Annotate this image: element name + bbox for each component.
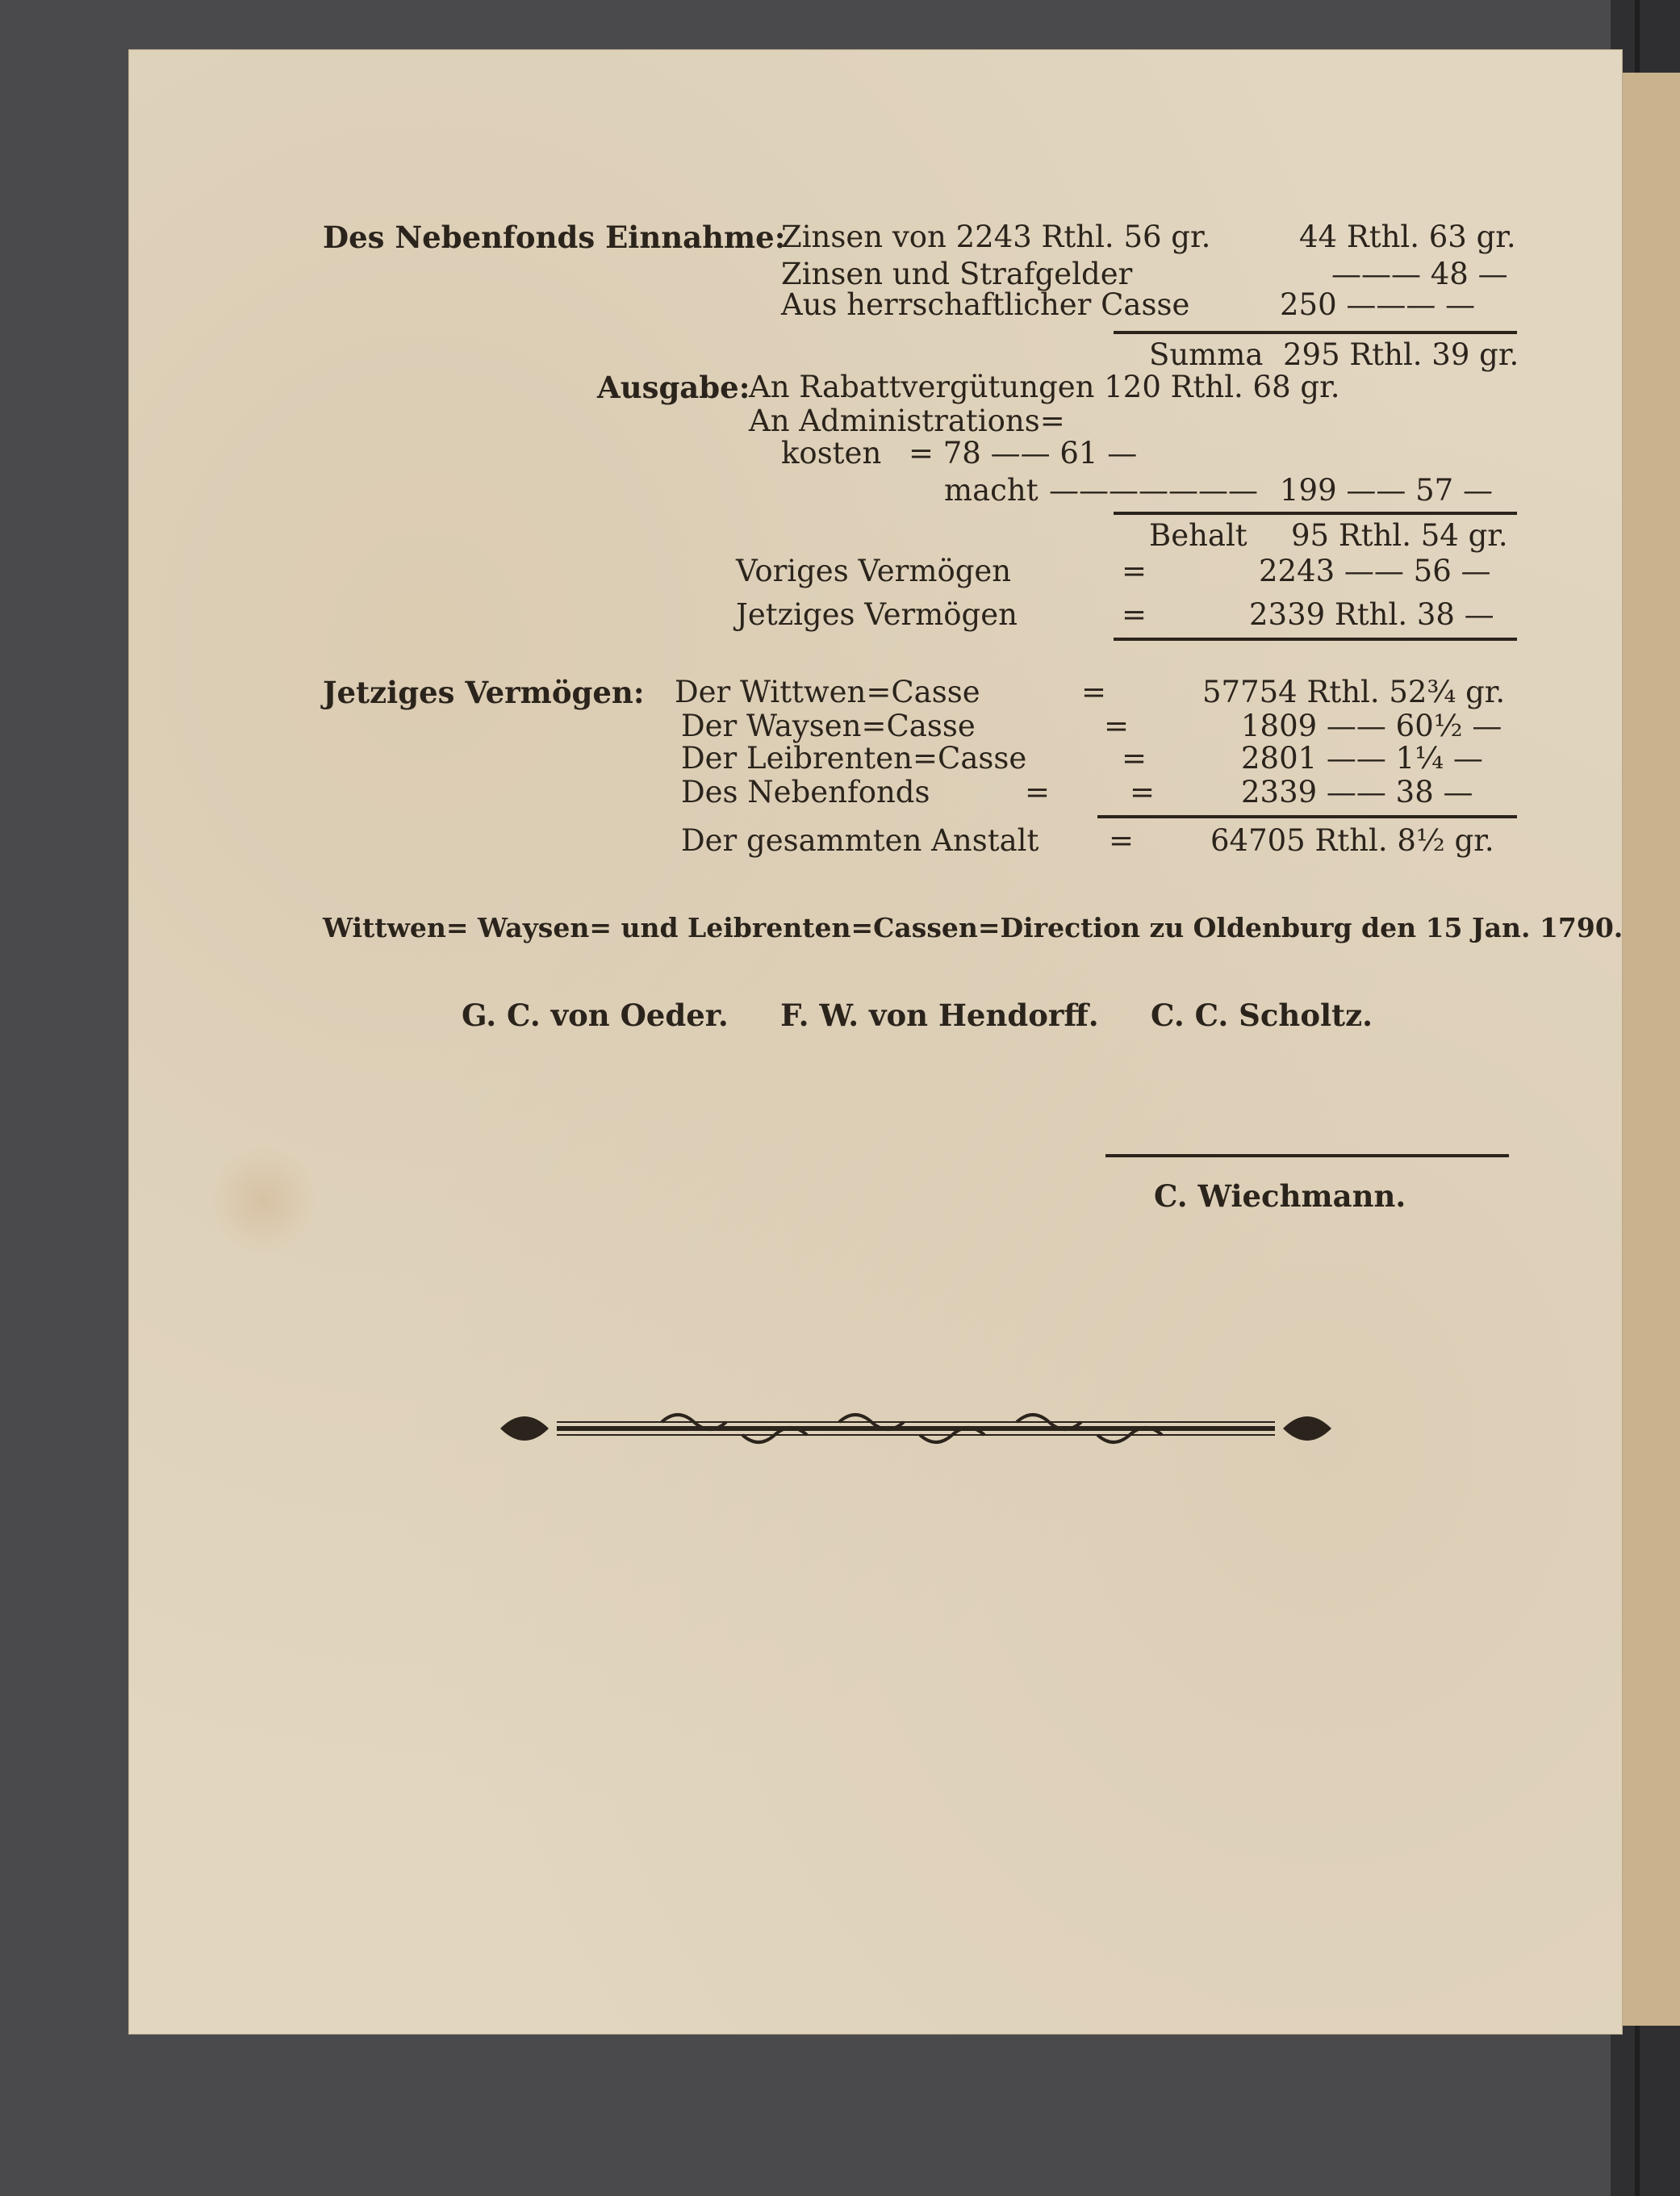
vermoegen-row-1-value: 57754 Rthl. 52¾ gr. (1202, 675, 1506, 709)
vermoegen-row-1-eq: = (1081, 675, 1107, 709)
signatures-line-1: G. C. von Oeder. F. W. von Hendorff. C. C. Scholtz. (462, 998, 1373, 1033)
income-amount-3: 250 ——— — (1280, 287, 1476, 322)
jetziges-rule (1114, 638, 1517, 641)
behalt-value: 95 Rthl. 54 gr. (1291, 518, 1508, 553)
vermoegen-row-4-eq-a: = (1025, 775, 1051, 809)
jetziges-value: 2339 Rthl. 38 — (1249, 597, 1494, 632)
ausgabe-line-3-label: kosten (781, 436, 882, 471)
vermoegen-row-4-value: 2339 —— 38 — (1241, 775, 1473, 809)
vermoegen-total-value: 64705 Rthl. 8½ gr. (1210, 823, 1494, 858)
macht-dash: ——————— (1049, 473, 1258, 508)
voriges-value: 2243 —— 56 — (1259, 554, 1491, 588)
next-page-edge (1614, 73, 1680, 2026)
ornament-divider (500, 1404, 1331, 1453)
vermoegen-row-2-eq: = (1104, 709, 1130, 743)
signature-rule (1105, 1154, 1509, 1157)
nebenfonds-heading: Des Nebenfonds Einnahme: (323, 220, 786, 255)
vermoegen-row-4-label: Des Nebenfonds (681, 775, 930, 809)
behalt-label: Behalt (1149, 518, 1247, 553)
vermoegen-row-1-label: Der Wittwen=Casse (675, 675, 980, 709)
vermoegen-total-eq: = (1109, 823, 1135, 858)
vermoegen-row-4-eq-b: = (1130, 775, 1156, 809)
jetziges-eq: = (1122, 597, 1147, 632)
macht-label: macht (944, 473, 1039, 508)
income-label-3: Aus herrschaftlicher Casse (781, 287, 1190, 322)
summa-value: 295 Rthl. 39 gr. (1283, 337, 1519, 372)
vermoegen-heading: Jetziges Vermögen: (323, 675, 645, 710)
summa-rule (1114, 331, 1517, 334)
summa-label: Summa (1149, 337, 1264, 372)
income-amount-1: 44 Rthl. 63 gr. (1299, 220, 1516, 254)
ausgabe-line-1: An Rabattvergütungen 120 Rthl. 68 gr. (749, 370, 1340, 404)
ausgabe-heading: Ausgabe: (597, 370, 750, 405)
vermoegen-row-2-value: 1809 —— 60½ — (1241, 709, 1502, 743)
vermoegen-total-label: Der gesammten Anstalt (681, 823, 1039, 858)
ausgabe-line-3-value: = 78 —— 61 — (909, 436, 1138, 471)
vermoegen-row-3-eq: = (1122, 741, 1147, 776)
signature-wiechmann: C. Wiechmann. (1154, 1178, 1406, 1214)
direction-line: Wittwen= Waysen= und Leibrenten=Cassen=Direction zu Oldenburg den 15 Jan. 1790. (323, 912, 1624, 943)
ausgabe-line-2: An Administrations= (749, 404, 1065, 438)
income-amount-2: ——— 48 — (1331, 257, 1508, 291)
jetziges-label: Jetziges Vermögen (736, 597, 1018, 632)
vermoegen-rule (1097, 815, 1517, 818)
voriges-label: Voriges Vermögen (736, 554, 1012, 588)
macht-value: 199 —— 57 — (1280, 473, 1493, 508)
voriges-eq: = (1122, 554, 1147, 588)
income-label-2: Zinsen und Strafgelder (781, 257, 1133, 291)
vermoegen-row-2-label: Der Waysen=Casse (681, 709, 976, 743)
income-label-1: Zinsen von 2243 Rthl. 56 gr. (781, 220, 1211, 254)
behalt-rule (1114, 512, 1517, 515)
vermoegen-row-3-label: Der Leibrenten=Casse (681, 741, 1027, 776)
vermoegen-row-3-value: 2801 —— 1¼ — (1241, 741, 1483, 776)
